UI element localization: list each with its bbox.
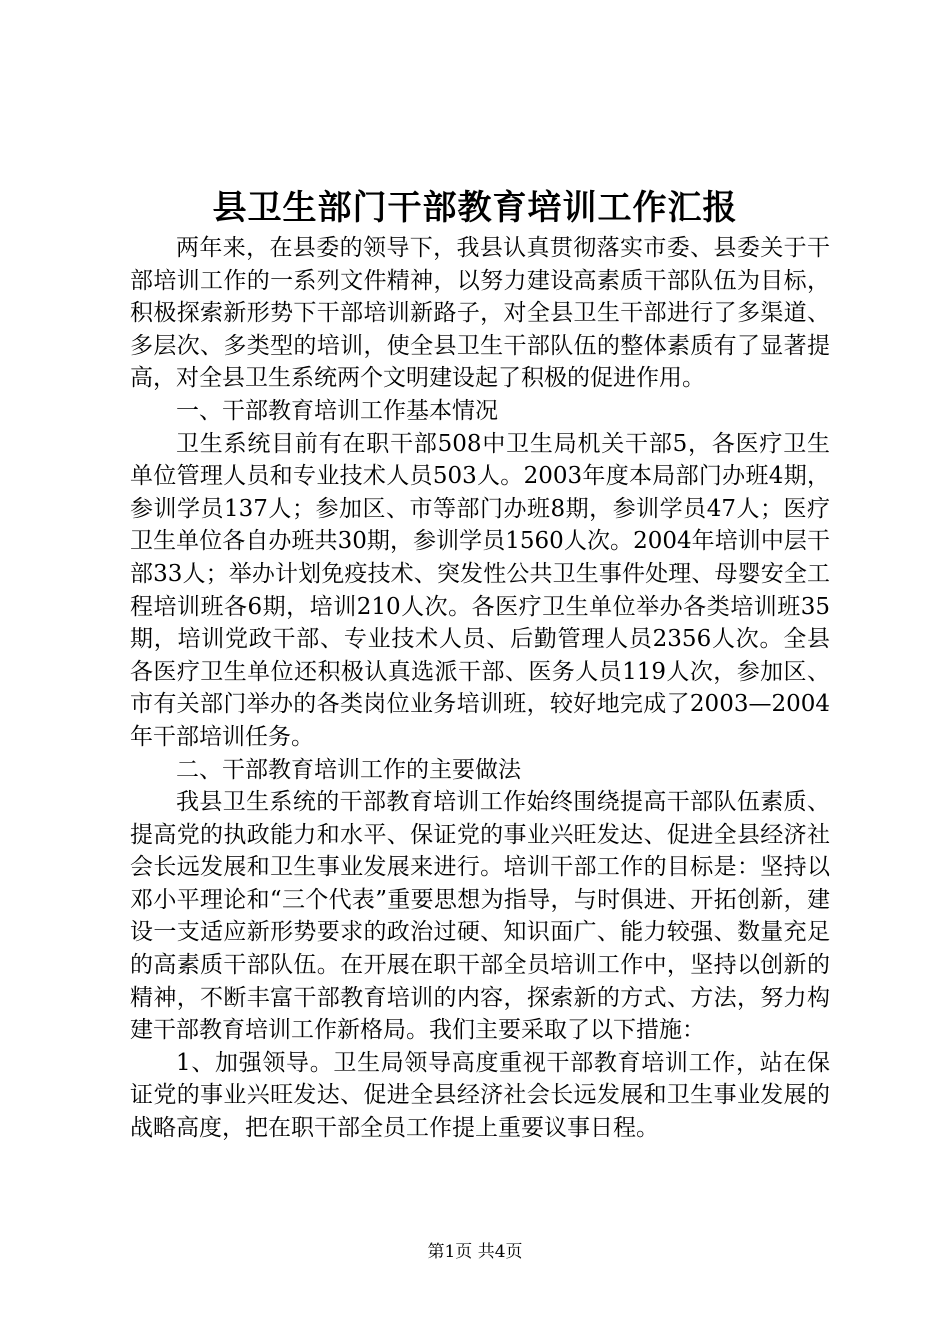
page-footer: 第1页 共4页 (427, 1242, 523, 1262)
section-heading-basic-situation: 一、干部教育培训工作基本情况 (176, 397, 498, 424)
basic-situation-paragraph: 卫生系统目前有在职干部508中卫生局机关干部5，各医疗卫生单位管理人员和专业技术人员503人。2003年度本局部门办班4期，参训学员137人；参加区、市等部门办班8期，参训学员47人；医疗卫生单位各自办班共30期，参训学员1560人次。2004年培训中层干部33人；举办计划免疫技术、突发性公共卫生事件处理、母婴安全工程培训班各6期，培训210人次。各医疗卫生单位举办各类培训班35期，培训党政干部、专业技术人员、后勤管理人员2356人次。全县各医疗卫生单位还积极认真选派干部、医务人员119人次，参加区、市有关部门举办的各类岗位业务培训班，较好地完成了2003—2004年干部培训任务。 (130, 430, 830, 750)
document-title: 县卫生部门干部教育培训工作汇报 (212, 188, 738, 228)
document-body (130, 232, 830, 1145)
main-practices-paragraph: 我县卫生系统的干部教育培训工作始终围绕提高干部队伍素质、提高党的执政能力和水平、保证党的事业兴旺发达、促进全县经济社会长远发展和卫生事业发展来进行。培训干部工作的目标是：坚持以邓小平理论和“三个代表”重要思想为指导，与时俱进、开拓创新，建设一支适应新形势要求的政治过硬、知识面广、能力较强、数量充足的高素质干部队伍。在开展在职干部全员培训工作中，坚持以创新的精神，不断丰富干部教育培训的内容，探索新的方式、方法，努力构建干部教育培训工作新格局。我们主要采取了以下措施： (130, 789, 830, 1044)
intro-paragraph: 两年来，在县委的领导下，我县认真贯彻落实市委、县委关于干部培训工作的一系列文件精神，以努力建设高素质干部队伍为目标，积极探索新形势下干部培训新路子，对全县卫生干部进行了多渠道、多层次、多类型的培训，使全县卫生干部队伍的整体素质有了显著提高，对全县卫生系统两个文明建设起了积极的促进作用。 (130, 235, 830, 392)
section-heading-main-practices: 二、干部教育培训工作的主要做法 (176, 756, 521, 783)
measure-1-paragraph: 1、加强领导。卫生局领导高度重视干部教育培训工作，站在保证党的事业兴旺发达、促进全县经济社会长远发展和卫生事业发展的战略高度，把在职干部全员工作提上重要议事日程。 (130, 1049, 830, 1142)
